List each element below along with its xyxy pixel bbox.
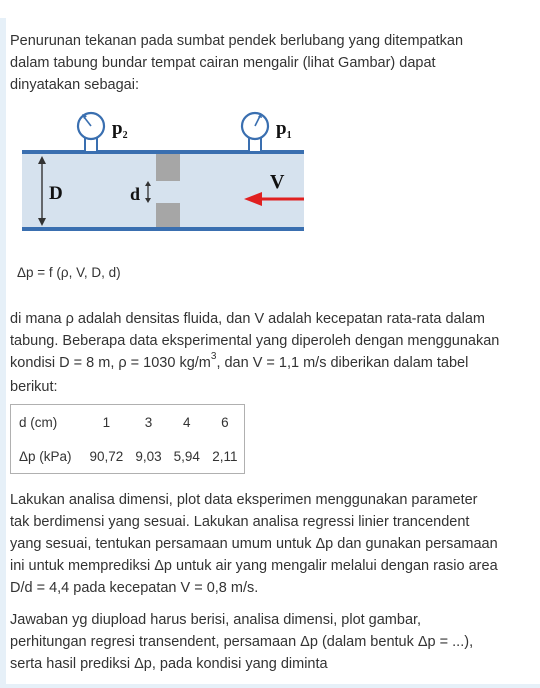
table-cell: 4 [182, 414, 191, 430]
description-line [10, 352, 540, 376]
note-line: Jawaban yg diupload harus berisi, analisa dimensi, plot gambar, [10, 612, 422, 628]
description-line3-post: , dan V = 1,1 m/s diberikan dalam tabel [216, 355, 469, 371]
intro-line: dinyatakan sebagai: [10, 77, 139, 93]
gauge-p1-stem [249, 138, 261, 152]
table-cell: 90,72 [89, 448, 124, 464]
description-line: di mana ρ adalah densitas fluida, dan V adalah kecepatan rata-rata dalam [10, 311, 485, 327]
gauge-p1-icon [242, 113, 268, 139]
pipe-diagram [16, 106, 308, 248]
pipe-bottom-wall [22, 227, 304, 231]
pipe-diagram-svg [16, 106, 308, 248]
task-line: ini untuk memprediksi Δp untuk air yang mengalir melalui dengan rasio area [10, 558, 498, 574]
note-line: perhitungan regresi transendent, persamaan Δp (dalam bentuk Δp = ...), [10, 634, 474, 650]
p1-label: $p_1$ [276, 118, 292, 141]
D-label: D [49, 183, 63, 204]
formula: Δp = f (ρ, V, D, d) [17, 265, 121, 280]
table-cell: 3 [144, 414, 153, 430]
description-line3-pre: kondisi D = 8 m, ρ = 1030 kg/m [10, 355, 211, 371]
table-cell: 9,03 [135, 448, 162, 464]
intro-line: Penurunan tekanan pada sumbat pendek berlubang yang ditempatkan [10, 33, 464, 49]
description-line: tabung. Beberapa data eksperimental yang diperoleh dengan menggunakan [10, 333, 500, 349]
table-cell: 1 [102, 414, 111, 430]
intro-line: dalam tabung bundar tempat cairan mengalir (lihat Gambar) dapat [10, 55, 436, 71]
table-cell: 2,11 [212, 448, 238, 464]
gauge-p2-stem [85, 138, 97, 152]
gauge-p2-icon [78, 113, 104, 139]
velocity-label: V [270, 171, 285, 193]
question-frame [0, 18, 540, 688]
task-line: D/d = 4,4 pada kecepatan V = 0,8 m/s. [10, 580, 259, 596]
table-cell: 5,94 [173, 448, 200, 464]
table-header-dp: Δp (kPa) [19, 448, 72, 464]
table-row [11, 439, 244, 473]
description-text [10, 308, 540, 398]
table-row [11, 405, 244, 439]
description-line: berikut: [10, 379, 58, 395]
d-label: d [130, 184, 141, 204]
plug-lower [156, 203, 180, 227]
experiment-table [10, 404, 245, 474]
p2-label: $p_2$ [112, 118, 128, 141]
task-text [10, 489, 540, 599]
task-line: Lakukan analisa dimensi, plot data eksperimen menggunakan parameter [10, 492, 478, 508]
plug-upper [156, 154, 180, 181]
note-line: serta hasil prediksi Δp, pada kondisi yang diminta [10, 656, 328, 672]
question-card [6, 18, 540, 684]
intro-text [10, 30, 540, 96]
table-cell: 6 [221, 414, 229, 430]
table-header-d: d (cm) [19, 414, 58, 430]
task-line: yang sesuai, tentukan persamaan umum untuk Δp dan gunakan persamaan [10, 536, 498, 552]
task-line: tak berdimensi yang sesuai. Lakukan analisa regressi linier trancendent [10, 514, 470, 530]
note-text [10, 609, 540, 675]
superscript-3: 3 [210, 351, 217, 362]
